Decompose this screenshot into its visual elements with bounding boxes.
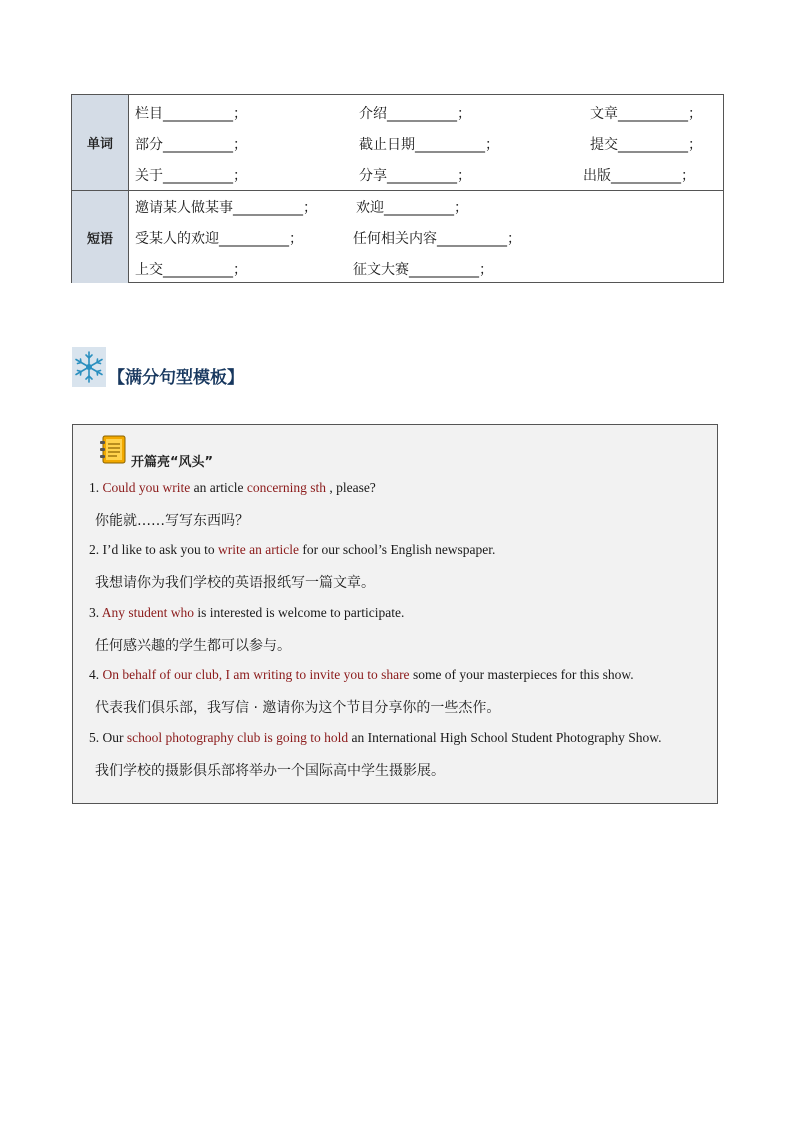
- sentence-zh: 任何感兴趣的学生都可以参与。: [95, 638, 291, 654]
- sentence-text: is interested is welcome to participate.: [194, 605, 405, 620]
- sentence-en: [89, 605, 404, 621]
- phrase-cell: 受某人的欢迎__________；: [135, 231, 303, 247]
- word-cell: 文章__________；: [590, 106, 702, 122]
- word-cell: 截止日期__________；: [359, 137, 499, 153]
- sentence-text: an article: [190, 480, 247, 495]
- word-cell: 部分__________；: [135, 137, 247, 153]
- sentence-text: for our school’s English newspaper.: [298, 542, 496, 557]
- sentence-text: some of your masterpieces for this show.: [409, 667, 634, 682]
- sentence-text: 4.: [89, 667, 103, 682]
- sentence-en: [89, 667, 634, 683]
- word-cell: 提交__________；: [590, 137, 702, 153]
- notebook-icon: [99, 435, 127, 465]
- sentence-text: 1.: [89, 480, 103, 495]
- phrases-row: [72, 190, 723, 283]
- highlighted-phrase: Could you write: [102, 480, 191, 495]
- highlighted-phrase: concerning sth: [246, 480, 326, 495]
- phrase-cell: 上交__________；: [135, 262, 247, 278]
- snowflake-icon: [72, 347, 106, 387]
- section-heading: [72, 347, 372, 387]
- highlighted-phrase: write an article: [217, 542, 299, 557]
- word-cell: 出版__________；: [583, 168, 695, 184]
- word-cell: 栏目__________；: [135, 106, 247, 122]
- words-row: [72, 95, 723, 190]
- highlighted-phrase: On behalf of our club, I am writing to invite you to share: [102, 667, 410, 682]
- highlighted-phrase: school photography club is going to hold: [126, 730, 349, 745]
- sentence-text: 5. Our: [89, 730, 127, 745]
- phrases-label: 短语: [72, 191, 129, 283]
- opening-heading: 开篇亮“风头”: [131, 455, 214, 470]
- sentence-en: [89, 730, 661, 746]
- sentence-zh: 我们学校的摄影俱乐部将举办一个国际高中学生摄影展。: [95, 763, 445, 779]
- vocab-table: [71, 94, 724, 283]
- phrase-cell: 征文大赛__________；: [353, 262, 493, 278]
- phrase-cell: 邀请某人做某事__________；: [135, 200, 317, 216]
- word-cell: 分享__________；: [359, 168, 471, 184]
- sentence-zh: 代表我们俱乐部，我写信 · 邀请你为这个节目分享你的一些杰作。: [95, 700, 501, 716]
- sentence-text: 2. I’d like to ask you to: [89, 542, 218, 557]
- sentence-en: [89, 542, 495, 558]
- word-cell: 关于__________；: [135, 168, 247, 184]
- sentence-text: , please?: [325, 480, 376, 495]
- sentence-text: 3.: [89, 605, 102, 620]
- phrase-cell: 欢迎__________；: [356, 200, 468, 216]
- phrase-cell: 任何相关内容__________；: [353, 231, 521, 247]
- highlighted-phrase: Any student who: [101, 605, 195, 620]
- sentence-en: [89, 480, 376, 496]
- sentence-zh: 你能就……写写东西吗？: [95, 513, 249, 529]
- words-label: 单词: [72, 95, 129, 190]
- sentence-text: an International High School Student Photography Show.: [348, 730, 662, 745]
- word-cell: 介绍__________；: [359, 106, 471, 122]
- sentence-template-box: [72, 424, 718, 804]
- section-title: 【满分句型模板】: [108, 368, 244, 388]
- sentence-zh: 我想请你为我们学校的英语报纸写一篇文章。: [95, 575, 375, 591]
